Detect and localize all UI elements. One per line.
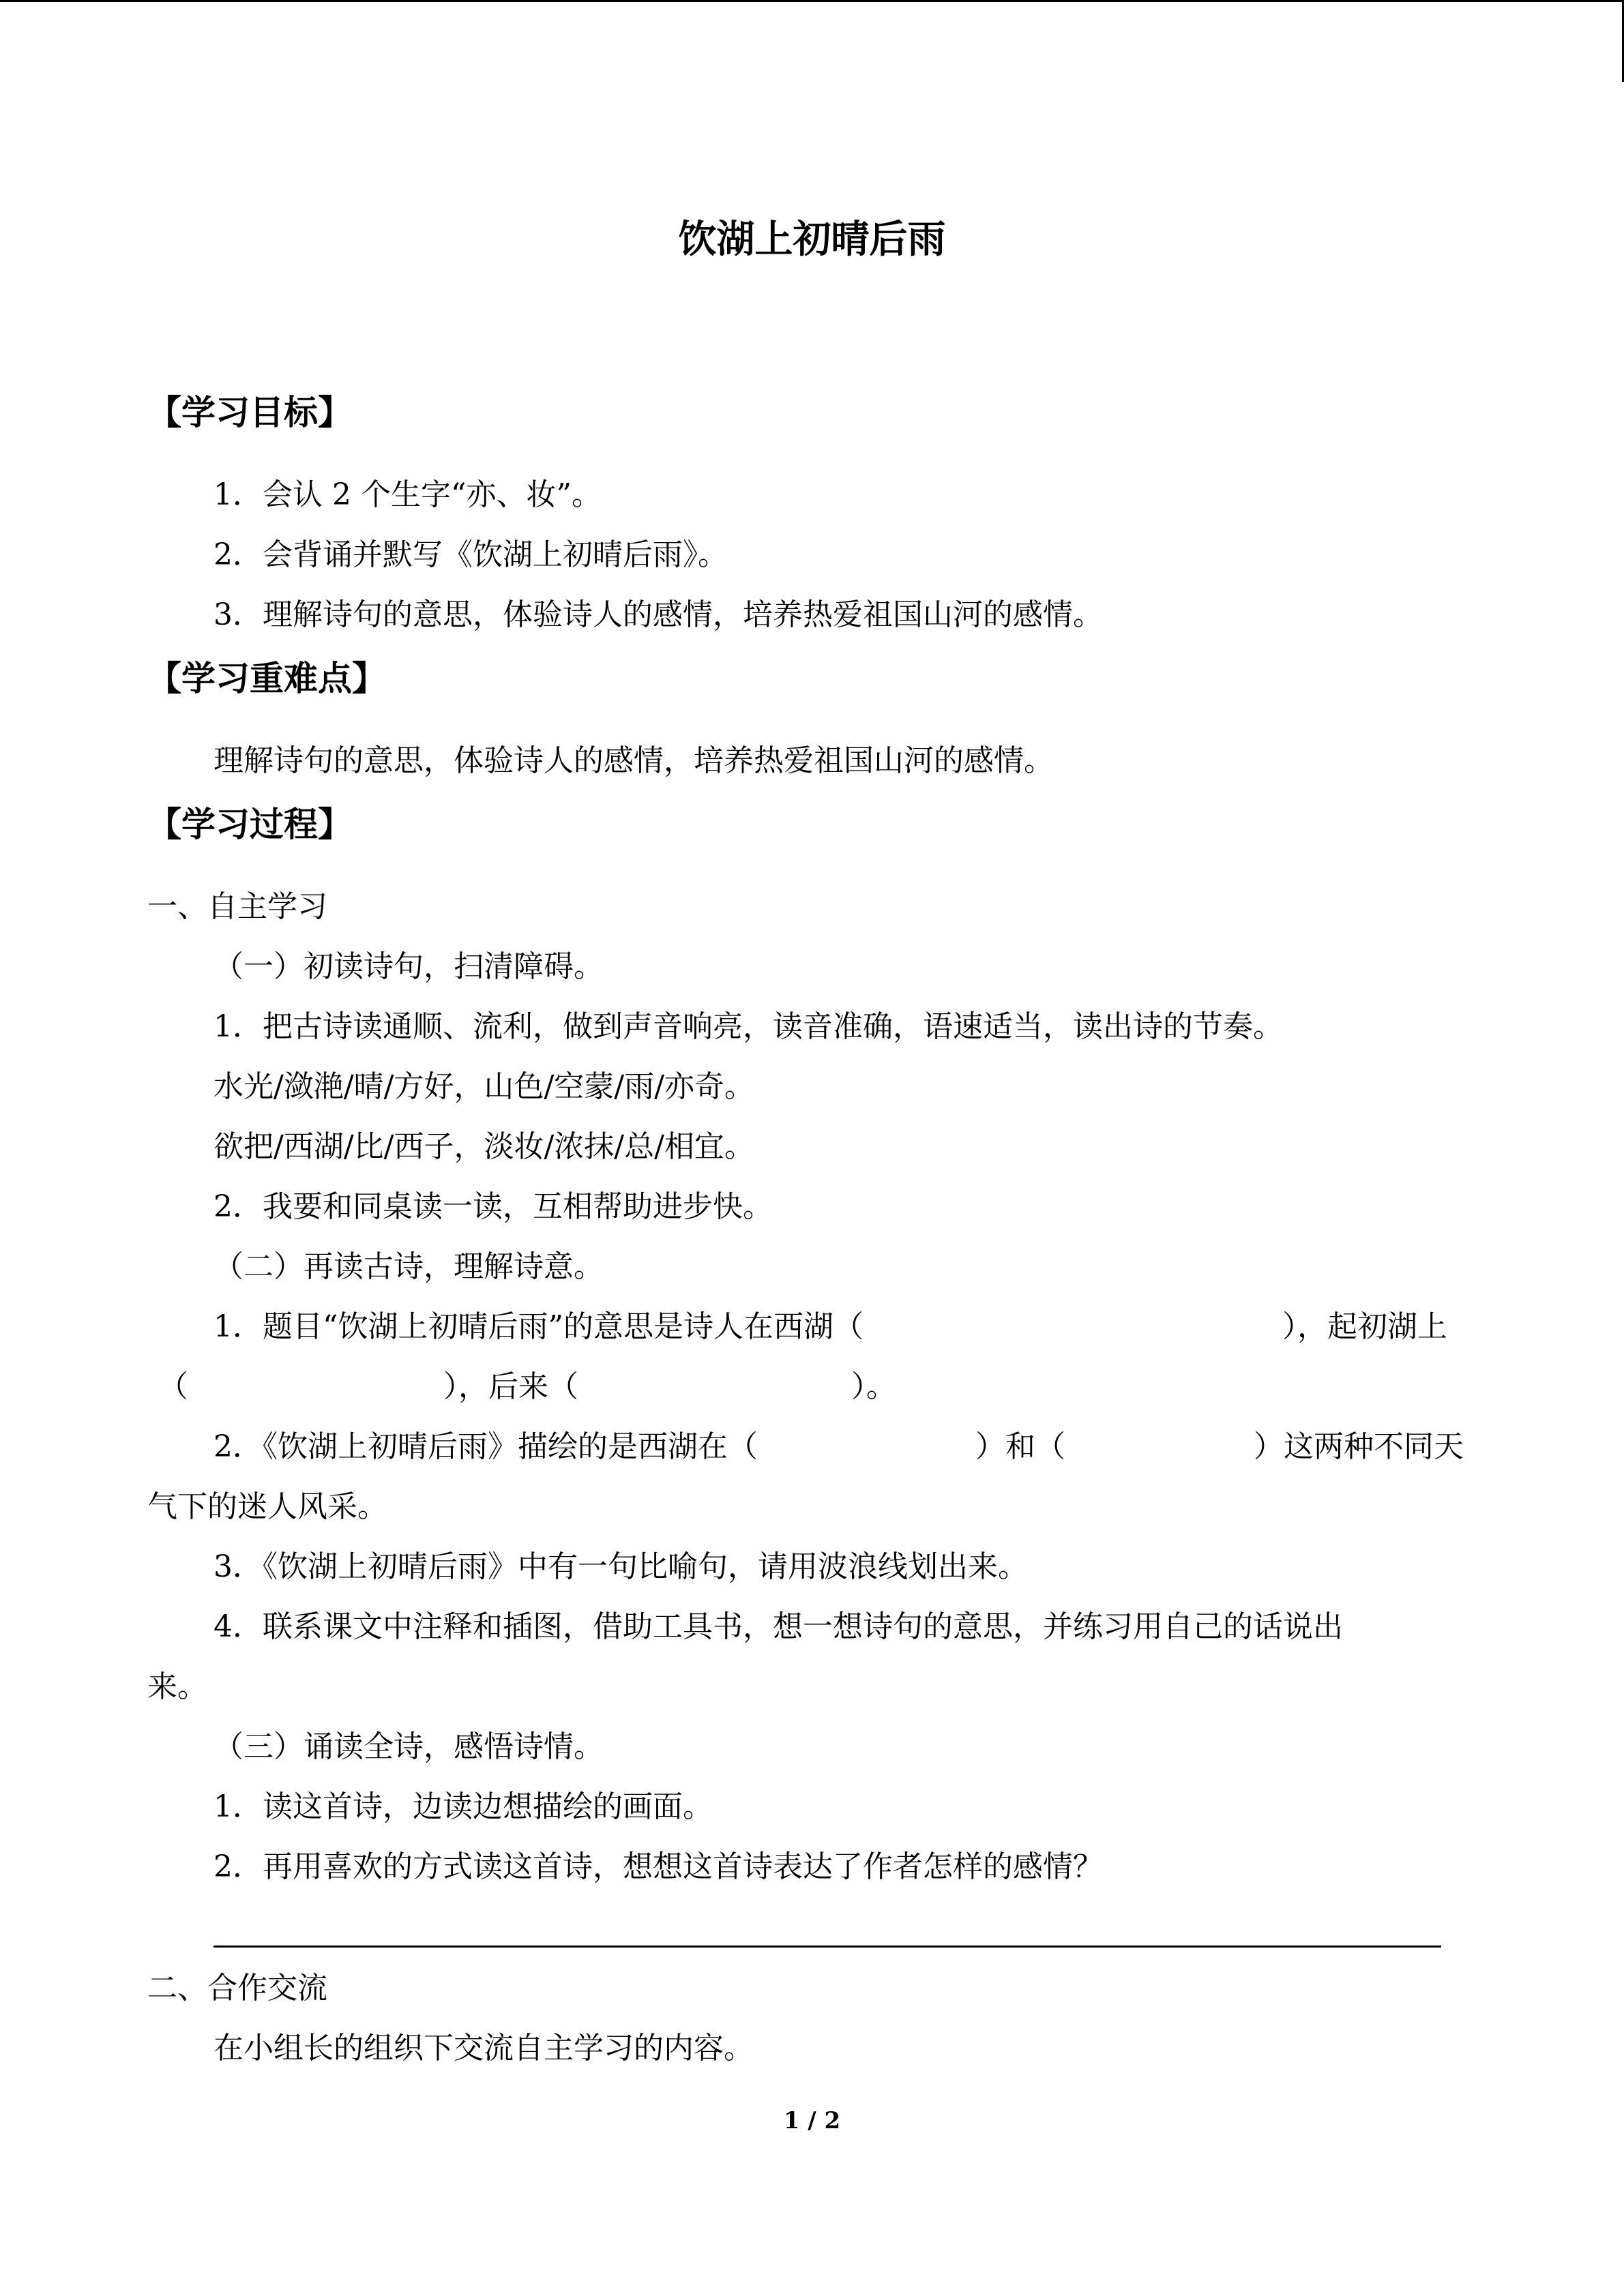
- question-3: 3．《饮湖上初晴后雨》中有一句比喻句，请用波浪线划出来。: [213, 1549, 1028, 1584]
- question-2-end: ）这两种不同天: [1254, 1429, 1464, 1464]
- page-number: 1 / 2: [783, 2107, 841, 2134]
- page-border-top: [0, 0, 1624, 2]
- question-4: 4．联系课文中注释和插图，借助工具书，想一想诗句的意思，并练习用自己的话说出: [213, 1609, 1343, 1644]
- key-points-text: 理解诗句的意思，体验诗人的感情，培养热爱祖国山河的感情。: [213, 743, 1054, 778]
- objective-item-3: 3．理解诗句的意思，体验诗人的感情，培养热爱祖国山河的感情。: [213, 597, 1103, 632]
- read-item-1: 1．把古诗读通顺、流利，做到声音响亮，读音准确，语速适当，读出诗的节奏。: [213, 1009, 1283, 1044]
- question-1-start: 1．题目“饮湖上初晴后雨”的意思是诗人在西湖（: [213, 1309, 863, 1344]
- subsection-1-title: （一）初读诗句，扫清障碍。: [213, 949, 604, 984]
- question-2-and: ）和（: [975, 1429, 1065, 1464]
- document-title: 饮湖上初晴后雨: [678, 218, 946, 262]
- recite-item-2: 2．再用喜欢的方式读这首诗，想想这首诗表达了作者怎样的感情？: [213, 1849, 1103, 1884]
- subsection-3-title: （三）诵读全诗，感悟诗情。: [213, 1729, 604, 1764]
- answer-line: [213, 1945, 1441, 1948]
- part1-title: 一、自主学习: [147, 889, 327, 924]
- poem-line-1: 水光/潋滟/晴/方好，山色/空蒙/雨/亦奇。: [213, 1069, 754, 1104]
- key-points-heading: 【学习重难点】: [147, 659, 386, 698]
- question-1-mid: ），起初湖上: [1282, 1309, 1447, 1344]
- question-1-later: ），后来（: [443, 1369, 578, 1404]
- question-2-continuation: 气下的迷人风采。: [147, 1489, 387, 1524]
- objectives-heading: 【学习目标】: [147, 393, 352, 432]
- part2-text: 在小组长的组织下交流自主学习的内容。: [213, 2031, 754, 2066]
- objective-item-2: 2．会背诵并默写《饮湖上初晴后雨》。: [213, 537, 728, 572]
- subsection-2-title: （二）再读古诗，理解诗意。: [213, 1249, 604, 1284]
- question-4-continuation: 来。: [147, 1669, 207, 1704]
- poem-line-2: 欲把/西湖/比/西子，淡妆/浓抹/总/相宜。: [213, 1129, 754, 1164]
- recite-item-1: 1．读这首诗，边读边想描绘的画面。: [213, 1789, 713, 1824]
- part2-title: 二、合作交流: [147, 1971, 327, 2006]
- question-1-blank-open: （: [158, 1369, 188, 1404]
- process-heading: 【学习过程】: [147, 805, 352, 844]
- question-2-start: 2．《饮湖上初晴后雨》描绘的是西湖在（: [213, 1429, 758, 1464]
- question-1-end: ）。: [851, 1369, 896, 1404]
- objective-item-1: 1．会认 2 个生字“亦、妆”。: [213, 477, 602, 512]
- read-item-2: 2．我要和同桌读一读，互相帮助进步快。: [213, 1189, 773, 1224]
